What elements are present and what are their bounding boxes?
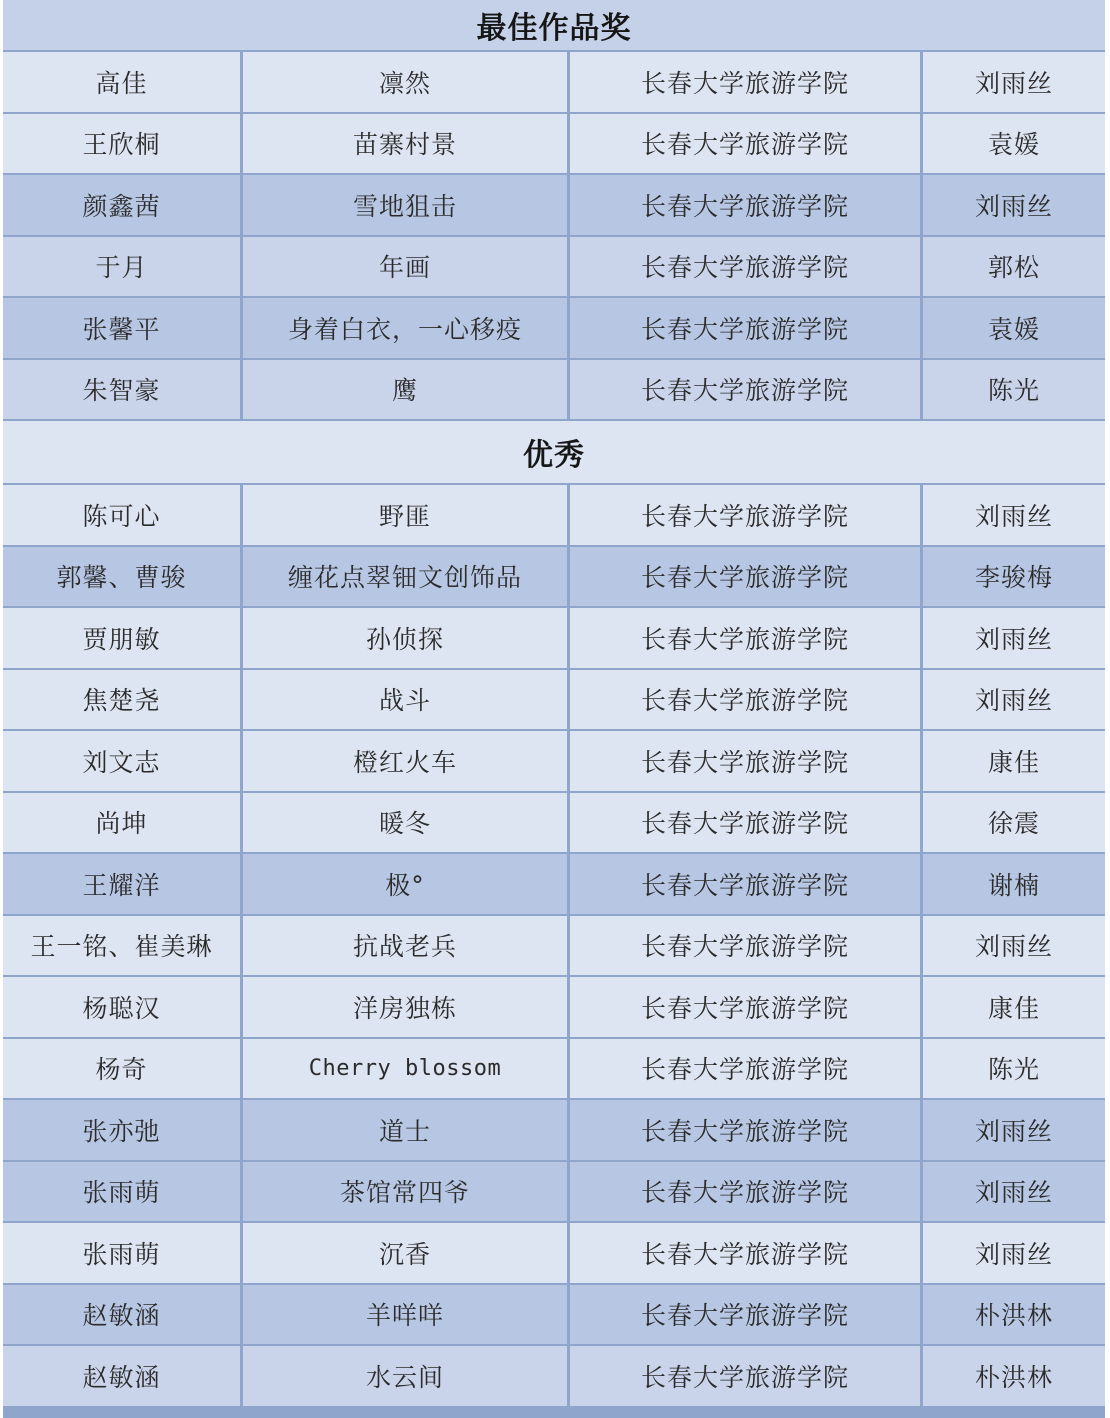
teacher-cell: 朴洪林 <box>920 1346 1105 1406</box>
school-cell: 长春大学旅游学院 <box>567 175 920 235</box>
student-name-cell: 郭馨、曹骏 <box>56 563 187 593</box>
table-row <box>3 793 1105 855</box>
table-row <box>3 1162 1105 1224</box>
work-title-cell: 沉香 <box>240 1223 567 1283</box>
student-name-cell: 王欣桐 <box>82 130 161 160</box>
award-table <box>3 0 1105 1418</box>
teacher-cell: 陈光 <box>920 1039 1105 1099</box>
table-row <box>3 1223 1105 1285</box>
work-title-cell: 凛然 <box>240 52 567 112</box>
table-row <box>3 52 1105 114</box>
table-row <box>3 977 1105 1039</box>
teacher-cell: 袁媛 <box>920 298 1105 358</box>
school-cell: 长春大学旅游学院 <box>567 1039 920 1099</box>
teacher-cell: 郭松 <box>920 237 1105 297</box>
teacher-cell: 徐震 <box>920 793 1105 853</box>
work-title-cell: 雪地狙击 <box>240 175 567 235</box>
student-name-cell: 杨聪汉 <box>82 993 161 1023</box>
student-name-cell: 赵敏涵 <box>82 1362 161 1392</box>
student-name-cell: 陈可心 <box>82 501 161 531</box>
student-name-cell: 杨奇 <box>95 1055 148 1085</box>
teacher-cell: 刘雨丝 <box>920 52 1105 112</box>
student-name-cell: 张雨萌 <box>82 1178 161 1208</box>
table-row <box>3 485 1105 547</box>
work-title-cell: 暖冬 <box>240 793 567 853</box>
teacher-cell: 李骏梅 <box>920 547 1105 607</box>
work-title-cell: 羊咩咩 <box>240 1285 567 1345</box>
teacher-cell: 刘雨丝 <box>920 608 1105 668</box>
teacher-cell: 康佳 <box>920 731 1105 791</box>
table-row <box>3 670 1105 732</box>
student-name-cell: 张馨平 <box>82 314 161 344</box>
school-cell: 长春大学旅游学院 <box>567 298 920 358</box>
table-row <box>3 1285 1105 1347</box>
school-cell: 长春大学旅游学院 <box>567 1285 920 1345</box>
table-row <box>3 237 1105 299</box>
work-title-cell: 缠花点翠钿文创饰品 <box>240 547 567 607</box>
school-cell: 长春大学旅游学院 <box>567 854 920 914</box>
work-title-cell: 水云间 <box>240 1346 567 1406</box>
school-cell: 长春大学旅游学院 <box>567 608 920 668</box>
student-name-cell: 刘文志 <box>82 747 161 777</box>
school-cell: 长春大学旅游学院 <box>567 1223 920 1283</box>
section-title: 优秀 <box>3 421 1105 485</box>
school-cell: 长春大学旅游学院 <box>567 977 920 1037</box>
work-title-cell: 孙侦探 <box>240 608 567 668</box>
table-row <box>3 547 1105 609</box>
section-title: 最佳作品奖 <box>3 0 1105 52</box>
student-name-cell: 赵敏涵 <box>82 1301 161 1331</box>
table-row <box>3 114 1105 176</box>
teacher-cell: 刘雨丝 <box>920 1223 1105 1283</box>
teacher-cell: 袁媛 <box>920 114 1105 174</box>
work-title-cell: 抗战老兵 <box>240 916 567 976</box>
student-name-cell: 张亦弛 <box>82 1116 161 1146</box>
work-title-cell: 年画 <box>240 237 567 297</box>
school-cell: 长春大学旅游学院 <box>567 114 920 174</box>
work-title-cell: 战斗 <box>240 670 567 730</box>
school-cell: 长春大学旅游学院 <box>567 793 920 853</box>
teacher-cell: 陈光 <box>920 360 1105 420</box>
table-row <box>3 608 1105 670</box>
teacher-cell: 谢楠 <box>920 854 1105 914</box>
work-title-cell: 极° <box>240 854 567 914</box>
teacher-cell: 刘雨丝 <box>920 485 1105 545</box>
student-name-cell: 张雨萌 <box>82 1239 161 1269</box>
table-row <box>3 298 1105 360</box>
school-cell: 长春大学旅游学院 <box>567 916 920 976</box>
school-cell: 长春大学旅游学院 <box>567 1346 920 1406</box>
table-row <box>3 1100 1105 1162</box>
table-row <box>3 731 1105 793</box>
teacher-cell: 刘雨丝 <box>920 1100 1105 1160</box>
table-row <box>3 854 1105 916</box>
work-title-cell: 橙红火车 <box>240 731 567 791</box>
table-row <box>3 1346 1105 1408</box>
work-title-cell: 茶馆常四爷 <box>240 1162 567 1222</box>
student-name-cell: 王耀洋 <box>82 870 161 900</box>
student-name-cell: 尚坤 <box>95 809 148 839</box>
teacher-cell: 刘雨丝 <box>920 1162 1105 1222</box>
student-name-cell: 颜鑫茜 <box>82 191 161 221</box>
school-cell: 长春大学旅游学院 <box>567 731 920 791</box>
student-name-cell: 王一铭、崔美琳 <box>30 932 213 962</box>
school-cell: 长春大学旅游学院 <box>567 547 920 607</box>
student-name-cell: 于月 <box>95 253 148 283</box>
student-name-cell: 高佳 <box>95 68 148 98</box>
table-row <box>3 1039 1105 1101</box>
school-cell: 长春大学旅游学院 <box>567 485 920 545</box>
work-title-cell: 身着白衣，一心移疫 <box>240 298 567 358</box>
table-row <box>3 916 1105 978</box>
work-title-cell: 道士 <box>240 1100 567 1160</box>
teacher-cell: 刘雨丝 <box>920 670 1105 730</box>
school-cell: 长春大学旅游学院 <box>567 360 920 420</box>
student-name-cell: 朱智豪 <box>82 376 161 406</box>
teacher-cell: 朴洪林 <box>920 1285 1105 1345</box>
school-cell: 长春大学旅游学院 <box>567 52 920 112</box>
teacher-cell: 康佳 <box>920 977 1105 1037</box>
table-row <box>3 360 1105 422</box>
school-cell: 长春大学旅游学院 <box>567 1100 920 1160</box>
school-cell: 长春大学旅游学院 <box>567 670 920 730</box>
work-title-cell: 野匪 <box>240 485 567 545</box>
school-cell: 长春大学旅游学院 <box>567 237 920 297</box>
work-title-cell: 洋房独栋 <box>240 977 567 1037</box>
teacher-cell: 刘雨丝 <box>920 916 1105 976</box>
school-cell: 长春大学旅游学院 <box>567 1162 920 1222</box>
student-name-cell: 贾朋敏 <box>82 624 161 654</box>
table-row <box>3 175 1105 237</box>
teacher-cell: 刘雨丝 <box>920 175 1105 235</box>
work-title-cell: Cherry blossom <box>240 1039 567 1099</box>
work-title-cell: 鹰 <box>240 360 567 420</box>
work-title-cell: 苗寨村景 <box>240 114 567 174</box>
student-name-cell: 焦楚尧 <box>82 686 161 716</box>
